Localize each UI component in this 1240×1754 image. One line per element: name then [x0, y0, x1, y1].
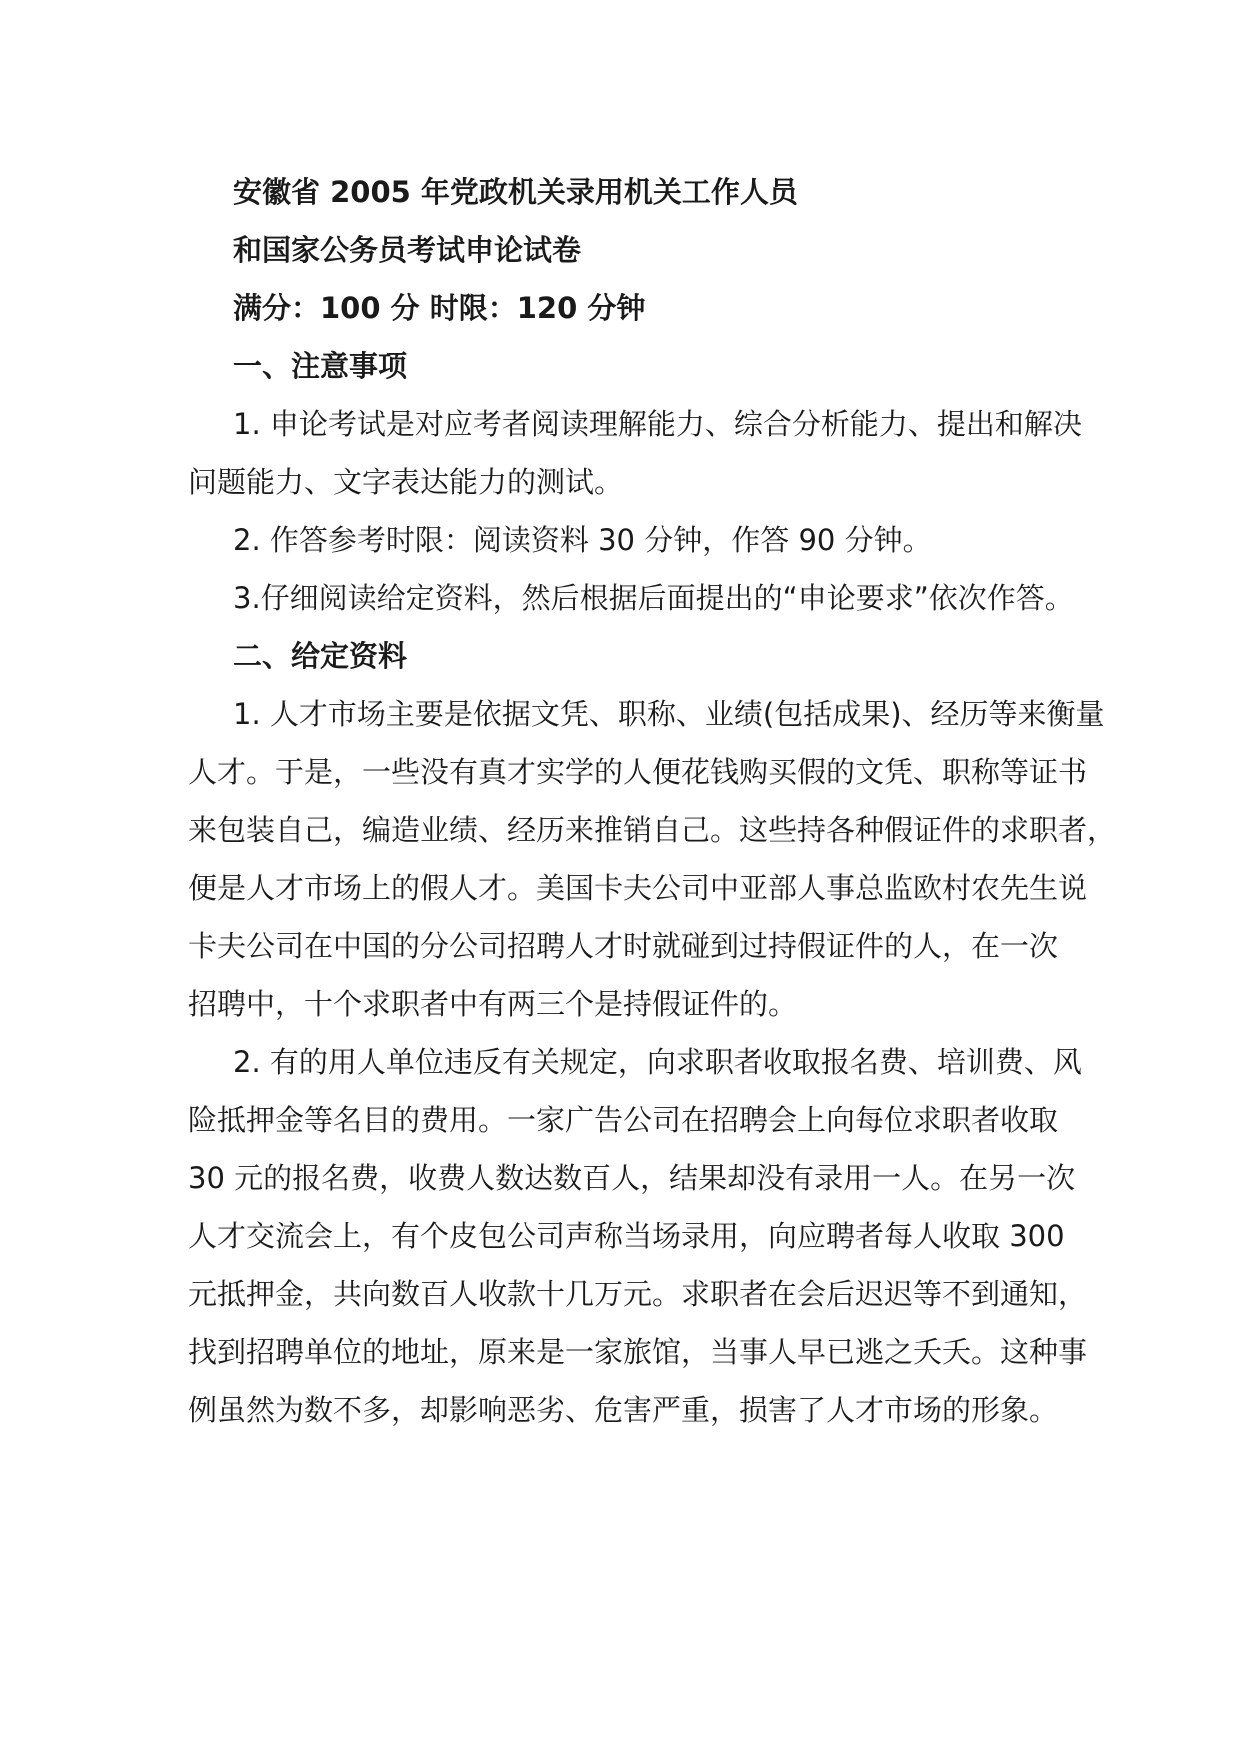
note-item-1-line-2: 问题能力、文字表达能力的测试。: [188, 465, 624, 499]
material-1-line-4: 便是人才市场上的假人才。美国卡夫公司中亚部人事总监欧村农先生说: [188, 871, 1088, 905]
material-1-line-2: 人才。于是，一些没有真才实学的人便花钱购买假的文凭、职称等证书: [188, 755, 1088, 789]
material-1-line-1: 1. 人才市场主要是依据文凭、职称、业绩(包括成果)、经历等来衡量: [233, 697, 1105, 731]
material-1-line-5: 卡夫公司在中国的分公司招聘人才时就碰到过持假证件的人，在一次: [188, 929, 1059, 963]
score-time-line: 满分：100 分 时限：120 分钟: [233, 291, 646, 325]
material-2-line-1: 2. 有的用人单位违反有关规定，向求职者收取报名费、培训费、风: [233, 1045, 1082, 1079]
note-item-2: 2. 作答参考时限：阅读资料 30 分钟，作答 90 分钟。: [233, 523, 932, 557]
material-1-line-3: 来包装自己，编造业绩、经历来推销自己。这些持各种假证件的求职者，: [188, 813, 1117, 847]
material-2-line-3: 30 元的报名费，收费人数达数百人，结果却没有录用一人。在另一次: [188, 1161, 1076, 1195]
section-heading-notes: 一、注意事项: [233, 349, 408, 383]
material-2-line-4: 人才交流会上，有个皮包公司声称当场录用，向应聘者每人收取 300: [188, 1219, 1065, 1253]
title-line-2: 和国家公务员考试申论试卷: [233, 233, 582, 267]
section-heading-materials: 二、给定资料: [233, 639, 408, 673]
material-2-line-6: 找到招聘单位的地址，原来是一家旅馆，当事人早已逃之夭夭。这种事: [188, 1335, 1088, 1369]
material-2-line-2: 险抵押金等名目的费用。一家广告公司在招聘会上向每位求职者收取: [188, 1103, 1059, 1137]
note-item-3: 3.仔细阅读给定资料，然后根据后面提出的“申论要求”依次作答。: [233, 581, 1074, 615]
note-item-1-line-1: 1. 申论考试是对应考者阅读理解能力、综合分析能力、提出和解决: [233, 407, 1082, 441]
material-1-line-6: 招聘中，十个求职者中有两三个是持假证件的。: [188, 987, 798, 1021]
material-2-line-7: 例虽然为数不多，却影响恶劣、危害严重，损害了人才市场的形象。: [188, 1393, 1059, 1427]
material-2-line-5: 元抵押金，共向数百人收款十几万元。求职者在会后迟迟等不到通知，: [188, 1277, 1088, 1311]
title-line-1: 安徽省 2005 年党政机关录用机关工作人员: [233, 175, 798, 209]
